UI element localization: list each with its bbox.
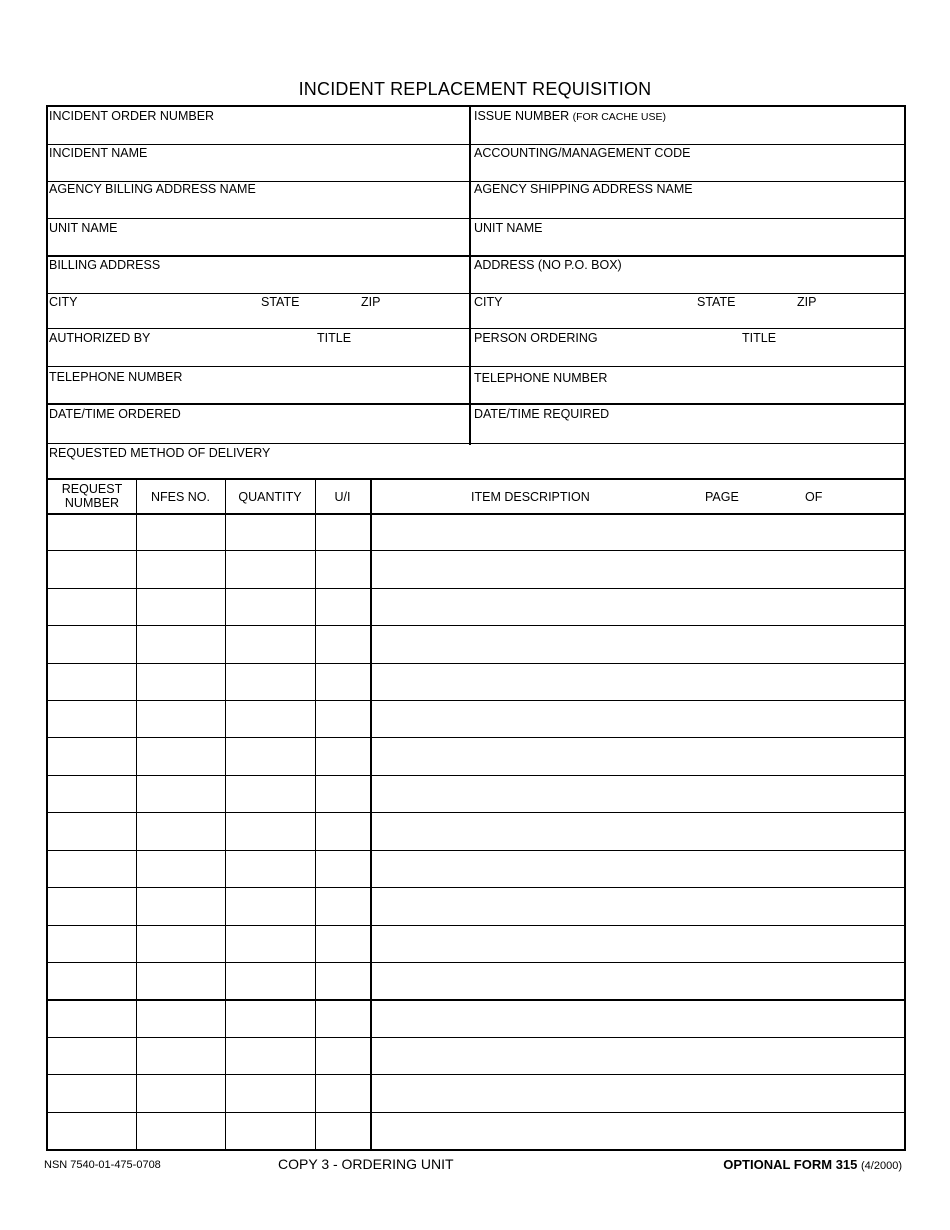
table-row-line <box>48 625 904 626</box>
unit-name-label: UNIT NAME <box>49 221 118 235</box>
table-row-line <box>48 1112 904 1113</box>
city-label: CITY <box>49 295 78 309</box>
table-row-line <box>48 812 904 813</box>
table-row-line <box>48 588 904 589</box>
requested-method-of-delivery-label: REQUESTED METHOD OF DELIVERY <box>49 446 271 460</box>
date-time-required-label: DATE/TIME REQUIRED <box>474 407 610 421</box>
zip-label: ZIP <box>361 295 381 309</box>
col-header-nfes-no: NFES NO. <box>150 490 211 504</box>
table-row-line <box>48 1037 904 1038</box>
billing-address-label: BILLING ADDRESS <box>49 258 161 272</box>
form-title: INCIDENT REPLACEMENT REQUISITION <box>298 79 652 99</box>
state-label: STATE <box>697 295 736 309</box>
column-divider <box>136 479 137 1149</box>
agency-shipping-address-name-label: AGENCY SHIPPING ADDRESS NAME <box>474 182 693 196</box>
agency-billing-address-name-label: AGENCY BILLING ADDRESS NAME <box>49 182 256 196</box>
col-header-item-description: ITEM DESCRIPTION <box>471 490 590 504</box>
table-header-divider <box>48 513 904 515</box>
table-row-line <box>48 550 904 551</box>
authorized-by-label: AUTHORIZED BY <box>49 331 151 345</box>
city-label: CITY <box>474 295 503 309</box>
divider <box>48 144 904 145</box>
table-row-line <box>48 1074 904 1075</box>
incident-order-number-label: INCIDENT ORDER NUMBER <box>49 109 215 123</box>
column-divider <box>370 479 372 1149</box>
form-date: (4/2000) <box>861 1160 902 1172</box>
col-header-request-number-line2: NUMBER <box>64 496 120 510</box>
person-ordering-label: PERSON ORDERING <box>474 331 598 345</box>
table-row-line <box>48 850 904 851</box>
page-label: PAGE <box>705 490 739 504</box>
divider <box>48 293 904 294</box>
incident-name-label: INCIDENT NAME <box>49 146 148 160</box>
copy-designation: COPY 3 - ORDERING UNIT <box>278 1156 454 1172</box>
divider <box>48 478 904 480</box>
state-label: STATE <box>261 295 300 309</box>
divider <box>48 443 904 444</box>
divider <box>48 403 904 405</box>
title-label: TITLE <box>742 331 777 345</box>
telephone-number-label: TELEPHONE NUMBER <box>474 371 608 385</box>
table-row-line <box>48 925 904 926</box>
column-divider <box>315 479 316 1149</box>
nsn-number: NSN 7540-01-475-0708 <box>44 1159 161 1171</box>
title-label: TITLE <box>317 331 352 345</box>
center-divider <box>469 107 471 445</box>
col-header-request-number-line1: REQUEST <box>61 482 123 496</box>
column-divider <box>225 479 226 1149</box>
table-row-line <box>48 887 904 888</box>
table-row-line <box>48 737 904 738</box>
issue-number-text: ISSUE NUMBER <box>474 109 570 123</box>
table-row-line <box>48 700 904 701</box>
shipping-address-label: ADDRESS (NO P.O. BOX) <box>474 258 622 272</box>
issue-number-label <box>474 109 666 124</box>
table-row-line <box>48 775 904 776</box>
col-header-quantity: QUANTITY <box>238 490 302 504</box>
divider <box>48 328 904 329</box>
unit-name-label: UNIT NAME <box>474 221 543 235</box>
divider <box>48 218 904 219</box>
issue-number-note: (FOR CACHE USE) <box>572 111 666 123</box>
requisition-form <box>46 105 906 1151</box>
optional-form-id <box>723 1157 902 1172</box>
date-time-ordered-label: DATE/TIME ORDERED <box>49 407 181 421</box>
accounting-management-code-label: ACCOUNTING/MANAGEMENT CODE <box>474 146 691 160</box>
optional-form-number: OPTIONAL FORM 315 <box>723 1157 858 1172</box>
col-header-request-number <box>48 482 136 510</box>
telephone-number-label: TELEPHONE NUMBER <box>49 370 183 384</box>
col-header-ui: U/I <box>334 490 351 504</box>
table-row-line <box>48 663 904 664</box>
of-label: OF <box>805 490 823 504</box>
table-row-line <box>48 999 904 1001</box>
divider <box>48 255 904 257</box>
zip-label: ZIP <box>797 295 817 309</box>
table-row-line <box>48 962 904 963</box>
divider <box>48 366 904 367</box>
